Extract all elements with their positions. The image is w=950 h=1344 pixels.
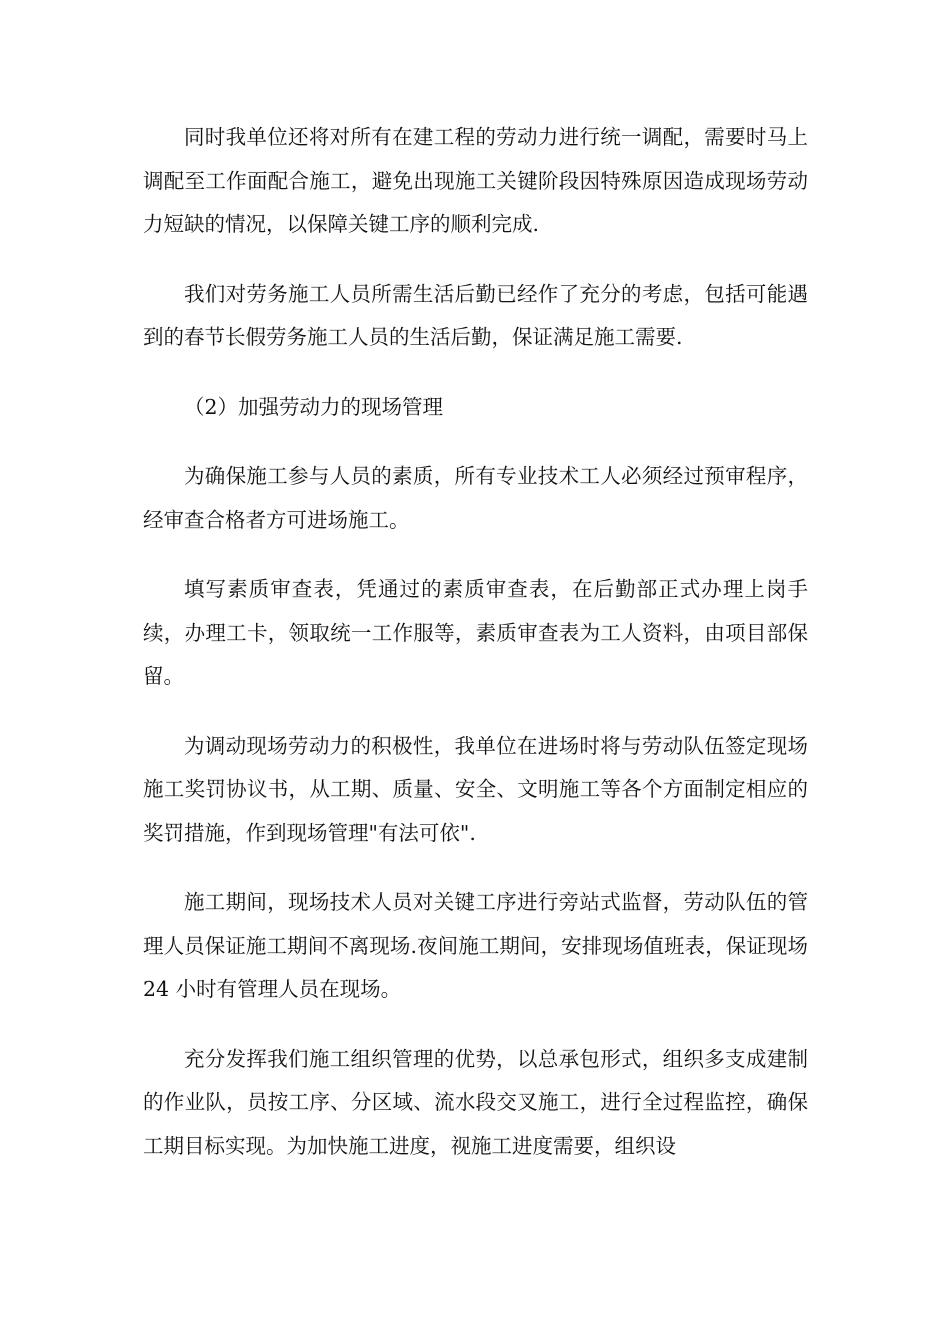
document-body xyxy=(143,116,808,1194)
paragraph-incentives: 为调动现场劳动力的积极性，我单位在进场时将与劳动队伍签定现场施工奖罚协议书，从工期、质量、安全、文明施工等各个方面制定相应的奖罚措施，作到现场管理"有法可依". xyxy=(143,733,808,845)
paragraph-general-contracting: 充分发挥我们施工组织管理的优势，以总承包形式，组织多支成建制的作业队，员按工序、分区域、流水段交叉施工，进行全过程监控，确保工期目标实现。为加快施工进度，视施工进度需要，组织设 xyxy=(143,1046,808,1158)
paragraph-quality-review: 为确保施工参与人员的素质，所有专业技术工人必须经过预审程序，经审查合格者方可进场施工。 xyxy=(143,464,808,532)
section-heading-site-management: （2）加强劳动力的现场管理 xyxy=(184,394,444,419)
paragraph-supervision: 施工期间，现场技术人员对关键工序进行旁站式监督，劳动队伍的管理人员保证施工期间不离现场.夜间施工期间，安排现场值班表，保证现场 24 小时有管理人员在现场。 xyxy=(143,890,808,1001)
paragraph-labor-allocation: 同时我单位还将对所有在建工程的劳动力进行统一调配，需要时马上调配至工作面配合施工，避免出现施工关键阶段因特殊原因造成现场劳动力短缺的情况，以保障关键工序的顺利完成. xyxy=(143,125,808,236)
paragraph-review-form: 填写素质审查表，凭通过的素质审查表，在后勤部正式办理上岗手续，办理工卡，领取统一工作服等，素质审查表为工人资料，由项目部保留。 xyxy=(143,577,808,688)
paragraph-logistics: 我们对劳务施工人员所需生活后勤已经作了充分的考虑，包括可能遇到的春节长假劳务施工人员的生活后勤，保证满足施工需要. xyxy=(143,281,808,349)
